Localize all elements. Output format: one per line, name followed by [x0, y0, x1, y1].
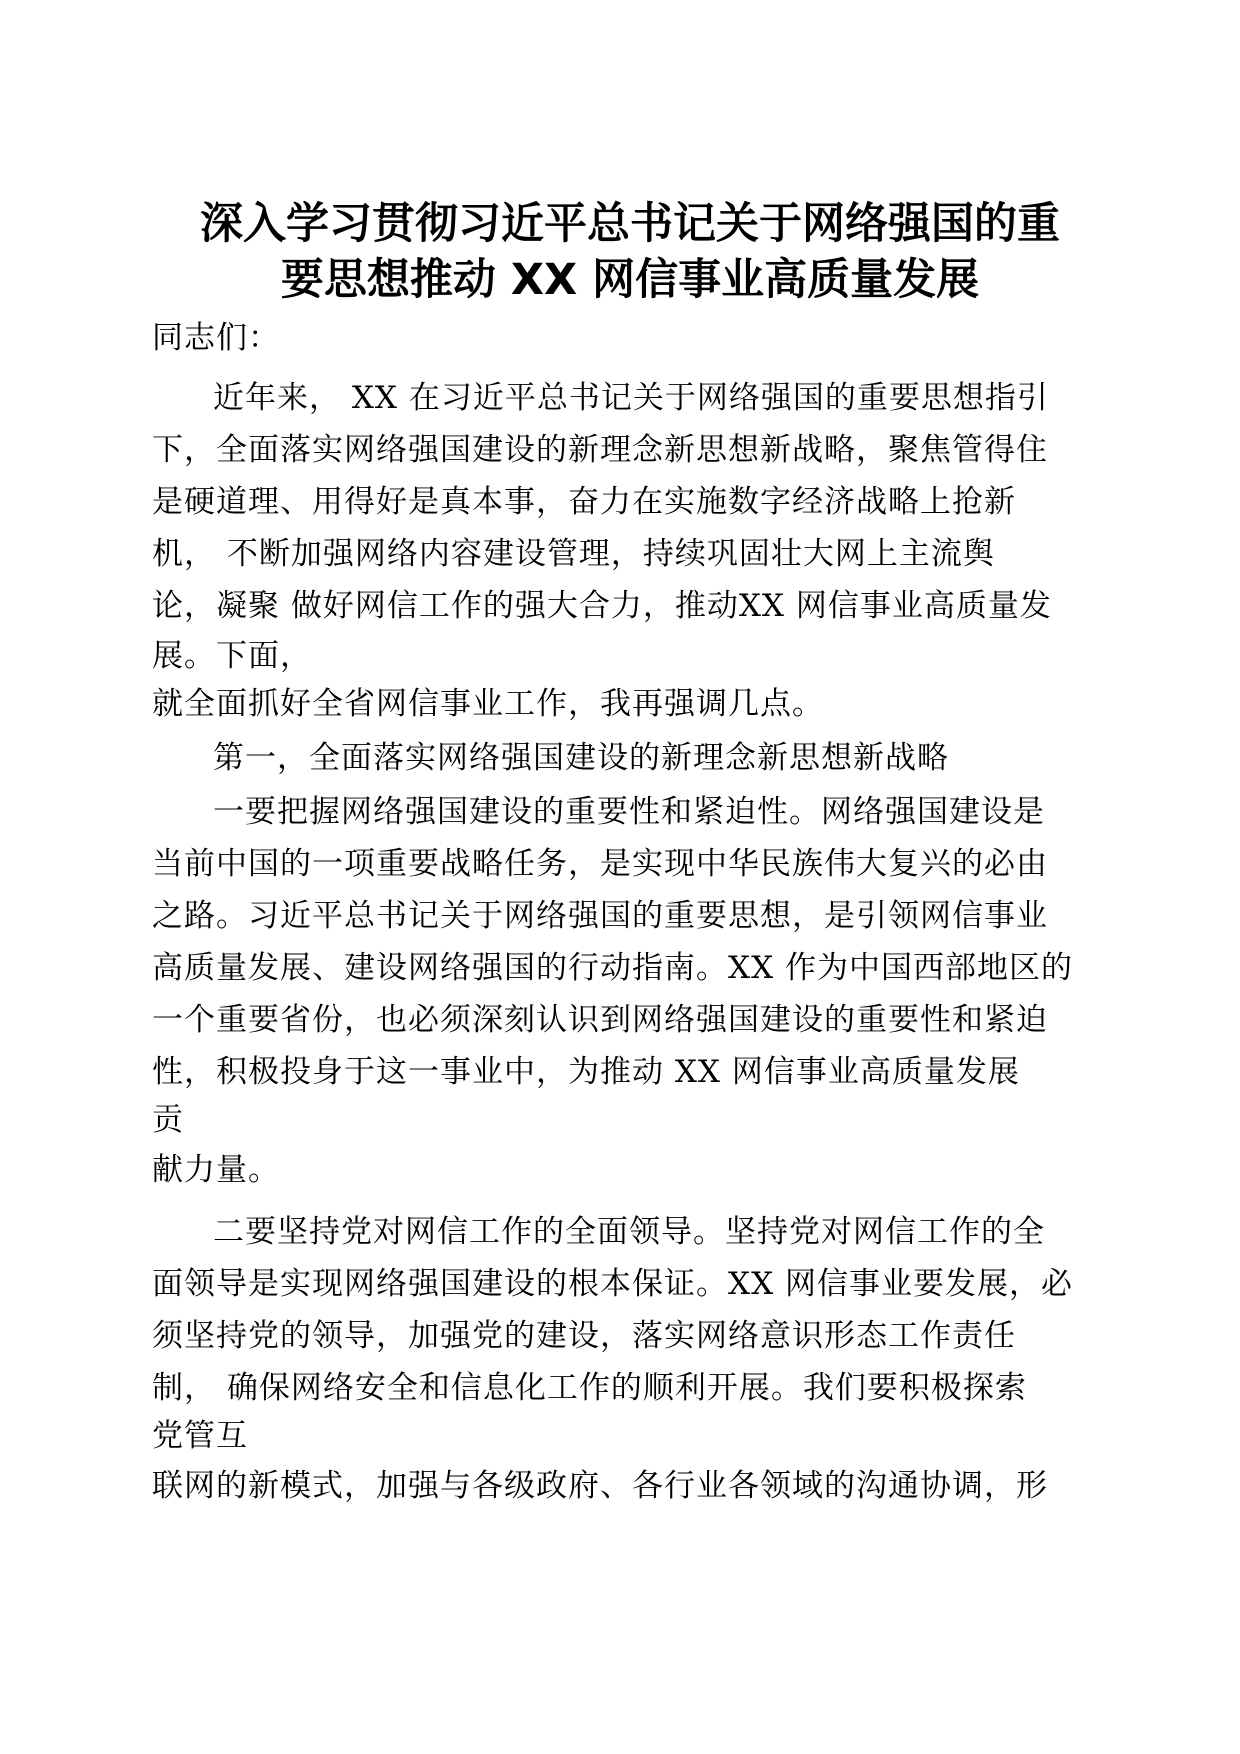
- paragraph-line: 当前中国的一项重要战略任务，是实现中华民族伟大复兴的必由: [152, 846, 1048, 882]
- paragraph-line: 高质量发展、建设网络强国的行动指南。XX 作为中国西部地区的: [152, 950, 1073, 986]
- paragraph-line: 二要坚持党对网信工作的全面领导。坚持党对网信工作的全: [213, 1214, 1045, 1250]
- paragraph-line: 面领导是实现网络强国建设的根本保证。XX 网信事业要发展，必: [152, 1266, 1073, 1302]
- paragraph-line: 之路。习近平总书记关于网络强国的重要思想，是引领网信事业: [152, 898, 1048, 934]
- section-heading: 第一，全面落实网络强国建设的新理念新思想新战略: [213, 740, 949, 776]
- paragraph-line: 贡: [152, 1102, 184, 1138]
- salutation: 同志们：: [152, 320, 280, 356]
- paragraph-line: 性，积极投身于这一事业中，为推动 XX 网信事业高质量发展: [152, 1054, 1020, 1090]
- paragraph-line: 一要把握网络强国建设的重要性和紧迫性。网络强国建设是: [213, 794, 1045, 830]
- paragraph-line: 献力量。: [152, 1152, 280, 1188]
- paragraph-line: 就全面抓好全省网信事业工作，我再强调几点。: [152, 686, 824, 722]
- paragraph-line: 论，凝聚 做好网信工作的强大合力，推动XX 网信事业高质量发: [152, 588, 1052, 624]
- paragraph-line: 制， 确保网络安全和信息化工作的顺利开展。我们要积极探索: [152, 1370, 1027, 1406]
- paragraph-line: 联网的新模式，加强与各级政府、各行业各领域的沟通协调，形: [152, 1468, 1048, 1504]
- paragraph-line: 机， 不断加强网络内容建设管理，持续巩固壮大网上主流舆: [152, 536, 995, 572]
- paragraph-line: 一个重要省份，也必须深刻认识到网络强国建设的重要性和紧迫: [152, 1002, 1048, 1038]
- document-title-line-1: 深入学习贯彻习近平总书记关于网络强国的重: [200, 199, 1060, 249]
- paragraph-line: 下，全面落实网络强国建设的新理念新思想新战略，聚焦管得住: [152, 432, 1048, 468]
- paragraph-line: 须坚持党的领导，加强党的建设，落实网络意识形态工作责任: [152, 1318, 1016, 1354]
- paragraph-line: 近年来， XX 在习近平总书记关于网络强国的重要思想指引: [213, 380, 1049, 416]
- paragraph-line: 党管互: [152, 1418, 248, 1454]
- paragraph-line: 是硬道理、用得好是真本事，奋力在实施数字经济战略上抢新: [152, 484, 1016, 520]
- document-title-line-2: 要思想推动 XX 网信事业高质量发展: [280, 255, 980, 305]
- paragraph-line: 展。下面，: [152, 638, 312, 674]
